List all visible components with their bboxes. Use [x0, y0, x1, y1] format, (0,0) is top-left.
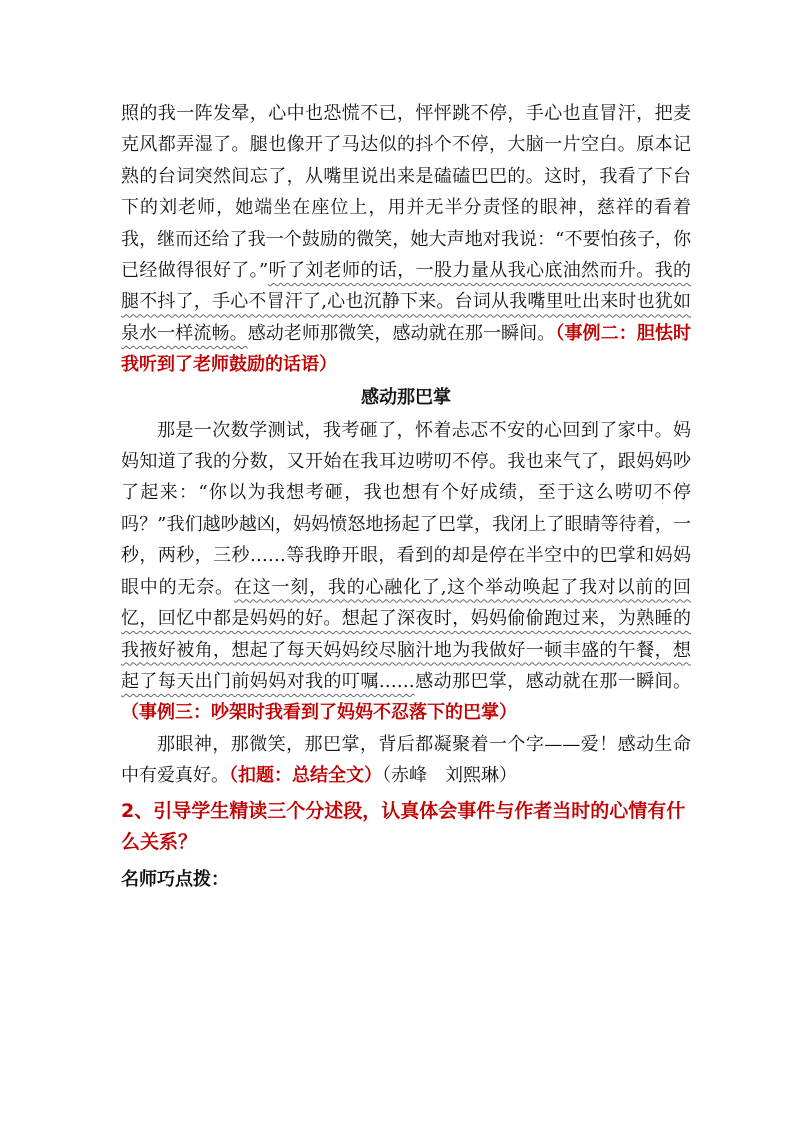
paragraph-text: 照的我一阵发晕，心中也恐慌不已，怦怦跳不停，手心也直冒汗，把麦克风都弄湿了。腿也像开了马达似的抖个不停，大脑一片空白。原本记熟的台词突然间忘了，从嘴里说出来是磕磕巴巴的。这时，我看了下台下的刘老师，她端坐在座位上，用并无半分责怪的眼神，慈祥的看着我，继而还给了我一个鼓励的微笑，她大声地对我说： [121, 103, 691, 250]
underlined-text: 在这一刻，我的心融化了,这个举动唤起了我对以前的回忆，回忆中都是妈妈的好。想起了深夜时，妈妈偷偷跑过来，为熟睡的我掖好被角，想起了每天妈妈绞尽脑汁地为我做好一顿丰盛的午餐，想起了每天出门前妈妈对我的叮嘱…… [121, 576, 691, 692]
paragraph-text: 那是一次数学测试，我考砸了，怀着忐忑不安的心回到了家中。妈妈知道了我的分数，又开始在我耳边唠叨不停。我也来气了，跟妈妈吵了起来：“你以为我想考砸，我也想有个好成绩，至于这么唠叨不停吗？”我们越吵越凶，妈妈愤怒地扬起了巴掌，我闭上了眼睛等待着，一秒，两秒，三秒……等我睁开眼，看到的却是停在半空中的巴掌和妈妈眼中的无奈。 [121, 419, 691, 598]
paragraph-teacher-smile [121, 98, 691, 381]
summary-note: （扣题：总结全文） [229, 765, 382, 787]
guide-question: 2、引导学生精读三个分述段，认真体会事件与作者当时的心情有什么关系？ [121, 799, 686, 853]
example-note: （事例三：吵架时我看到了妈妈不忍落下的巴掌） [121, 702, 517, 724]
document-content [121, 98, 691, 896]
section-heading: 感动那巴掌 [361, 386, 451, 408]
example-note: （事例二：胆怯时我听到了老师鼓励的话语） [121, 322, 692, 376]
quoted-speech: “不要怕孩子，你已经做得很好了。” [121, 228, 692, 282]
author-credit: （赤峰 刘熙琳） [382, 765, 517, 787]
paragraph-text: 感动那巴掌，感动就在那一瞬间。 [414, 670, 692, 692]
paragraph-text: 那眼神，那微笑，那巴掌，背后都凝聚着一个字——爱！感动生命中有爱真好。 [121, 733, 691, 787]
paragraph-summary [121, 729, 691, 792]
paragraph-text: 感动老师那微笑，感动就在那一瞬间。 [247, 322, 556, 344]
teacher-tip-label: 名师巧点拨： [121, 868, 229, 890]
paragraph-slap [121, 415, 691, 729]
underlined-text: 听了刘老师的话，一股力量从我心底油然而升。我的腿不抖了，手心不冒汗了,心也沉静下来。台词从我嘴里吐出来时也犹如泉水一样流畅。 [121, 260, 692, 344]
